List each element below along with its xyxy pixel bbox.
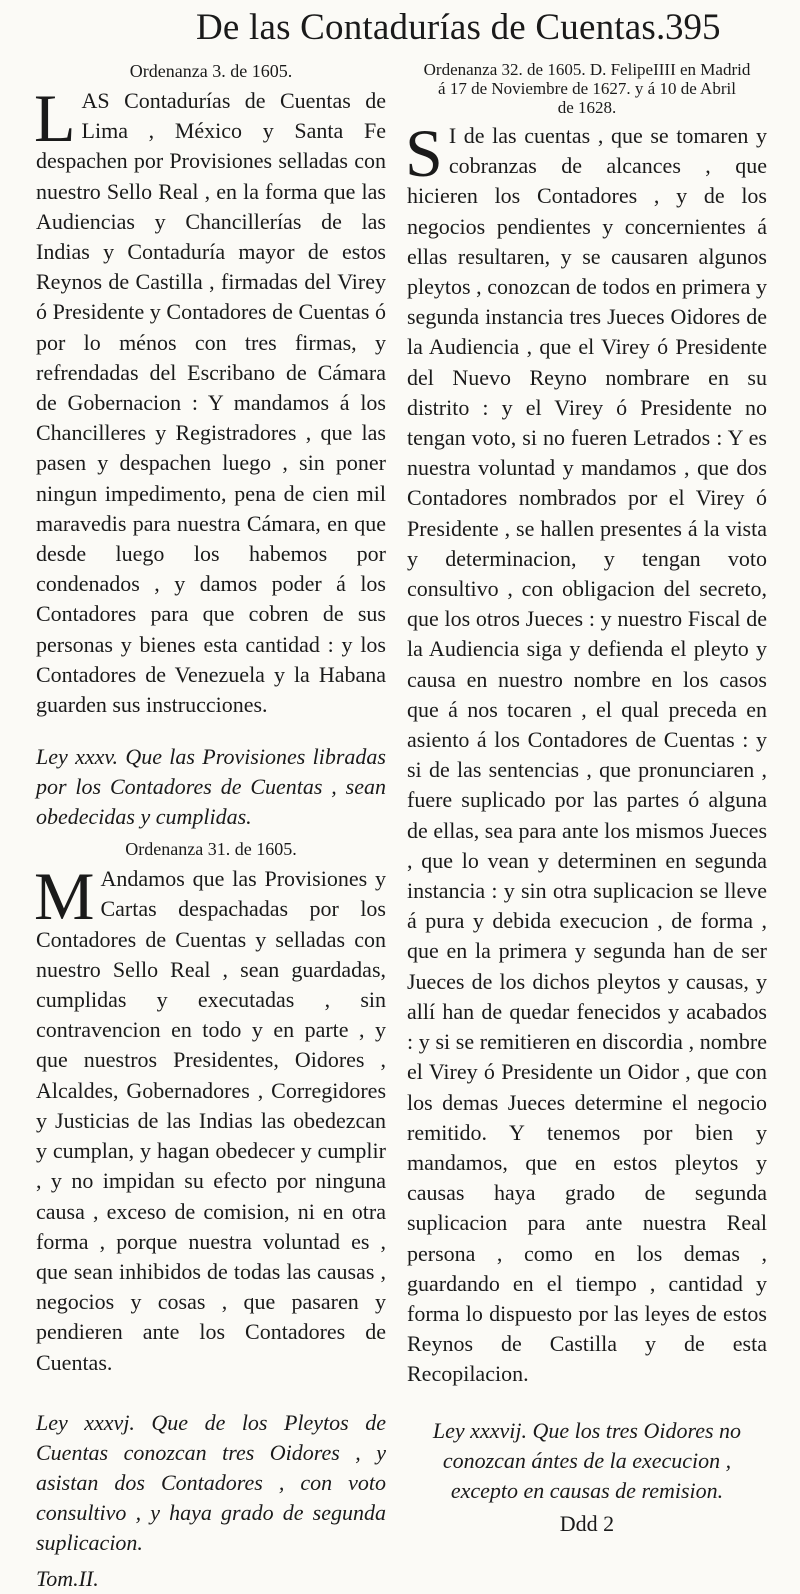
- signature-mark: Ddd 2: [559, 1510, 615, 1536]
- law-text: [34, 80, 386, 720]
- running-title: De las Contadurías de Cuentas.: [196, 7, 666, 48]
- right-column: [407, 54, 767, 1538]
- drop-cap: M: [34, 858, 95, 935]
- ordinance-reference: [407, 60, 767, 117]
- page-header: [0, 6, 800, 54]
- drop-cap: S: [405, 115, 443, 191]
- law-heading: Ley xxxv. Que las Provisiones libradas por los Contadores de Cuentas , sean obedecidas y cumplidas.: [36, 744, 386, 830]
- law-heading: Ley xxxvj. Que de los Pleytos de Cuentas conozcan tres Oidores , y asistan dos Contadores , con voto consultivo , y haya grado de segunda suplicacion.: [36, 1409, 386, 1555]
- ordinance-line: de 1628.: [557, 98, 617, 117]
- law-text: [34, 858, 386, 1377]
- drop-cap: L: [34, 80, 76, 156]
- law-body: I de las cuentas , que se tomaren y cobranzas de alcances , que hicieren los Contadores , y de los negocios pendientes y concernientes á ellas resultaren, y se causaren algunos pleytos , conozcan de todos en primera y segunda instancia tres Jueces Oidores de la Audiencia , que el Virey ó Presidente del Nuevo Reyno nombrare en su distrito : y el Virey ó Presidente no tengan voto, si no fueren Letrados : Y es nuestra voluntad y mandamos , que dos Contadores nombrados por el Virey ó Presidente , se hallen presentes á la vista y determinacion, y tengan voto consultivo , con obligacion del secreto, que los otros Jueces : y nuestro Fiscal de la Audiencia siga y defienda el pleyto y causa en nuestro nombre en los casos que á nos tocaren , el qual preceda en asiento á los Contadores de Cuentas : y si de las sentencias , que pronunciaren , fuere suplicado por las partes ó alguna de ellas, sea para ante los mismos Jueces , que lo vean y determinen en segunda instancia : y sin otra suplicacion se lleve á pura y debida execucion , de forma , que en la primera y segunda han de ser Jueces de los dichos pleytos y causas, y allí han de quedar fenecidos y acabados : y si se remitieren en discordia , nombre el Virey ó Presidente un Oidor , que con los demas Jueces determine el negocio remitido. Y tenemos por bien y mandamos, que en estos pleytos y causas haya grado de segunda suplicacion para ante nuestra Real persona , como en los demas , guardando en el tiempo , cantidad y forma lo dispuesto por las leyes de estos Reynos de Castilla y de esta Recopilacion.: [407, 123, 767, 1387]
- ordinance-reference: Ordenanza 3. de 1605.: [129, 61, 293, 81]
- ordinance-reference: Ordenanza 31. de 1605.: [125, 839, 297, 860]
- page-number: 395: [665, 7, 721, 48]
- left-column: [36, 54, 386, 1594]
- ordinance-line: á 17 de Noviembre de 1627. y á 10 de Abril: [438, 79, 736, 98]
- law-body: AS Contadurías de Cuentas de Lima , México y Santa Fe despachen por Provisiones selladas con nuestro Sello Real , en la forma que las Audiencias y Chancillerías de las Indias y Contaduría mayor de estos Reynos de Castilla , firmadas del Virey ó Presidente y Contadores de Cuentas ó por lo ménos con tres firmas, y refrendadas del Escribano de Cámara de Gobernacion : Y mandamos á los Chancilleres y Registradores , que las pasen y despachen luego , sin poner ningun impedimento, pena de cien mil maravedis para nuestra Cámara, en que desde luego los habemos por condenados , y damos poder á los Contadores para que cobren de sus personas y bienes esta cantidad : y los Contadores de Venezuela y la Habana guarden sus instrucciones.: [36, 88, 386, 718]
- law-body: Andamos que las Provisiones y Cartas despachadas por los Contadores de Cuentas y selladas con nuestro Sello Real , sean guardadas, cumplidas y executadas , sin contravencion en todo y en parte , y que nuestros Presidentes, Oidores , Alcaldes, Gobernadores , Corregidores y Justicias de las Indias las obedezcan y cumplan, y hagan obedecer y cumplir , y no impidan su efecto por ninguna causa , exceso de comision, ni en otra forma , porque nuestra voluntad es , que sean inhibidos de todas las causas , negocios y cosas , que pasaren y pendieren ante los Contadores de Cuentas.: [36, 866, 386, 1375]
- law-text: [405, 115, 767, 1390]
- volume-note: Tom.II.: [36, 1565, 99, 1591]
- law-heading: Ley xxxvij. Que los tres Oidores no conozcan ántes de la execucion , excepto en causas de remision.: [432, 1417, 742, 1503]
- ordinance-line: Ordenanza 32. de 1605. D. FelipeIIII en Madrid: [423, 60, 751, 79]
